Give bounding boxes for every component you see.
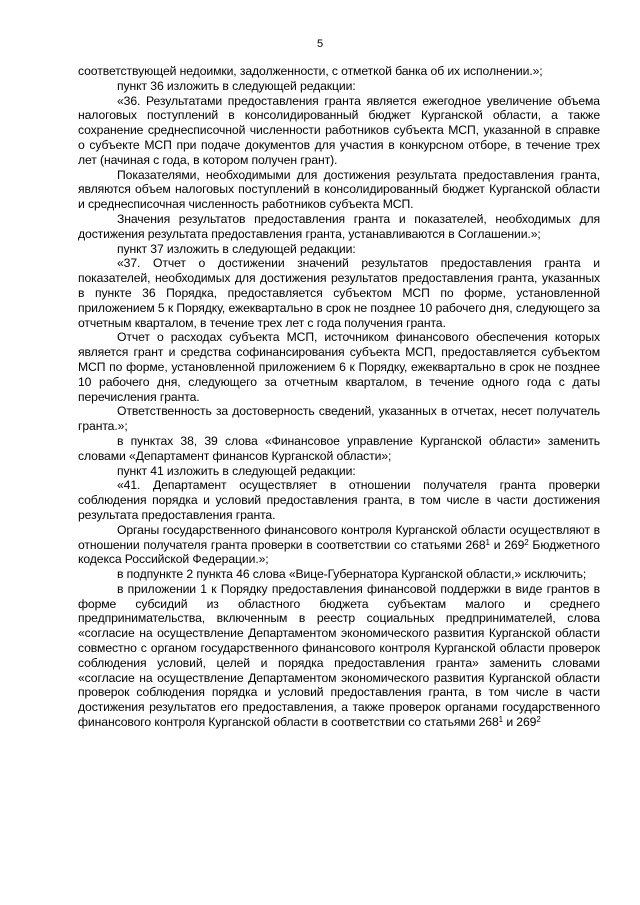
paragraph: пункт 41 изложить в следующей редакции: [117,463,356,478]
paragraph: Ответственность за достоверность сведений, указанных в отчетах, несет получатель гранта.»; [78,404,600,434]
paragraph: Органы государственного финансового контроля Курганской области осуществляют в отношении получателя гранта проверки в соответствии со статьями $268^1$ и $269^2$ Бюджетного кодекса Российской Федерации.»; [78,522,600,567]
paragraph: Отчет о расходах субъекта МСП, источником финансового обеспечения которых является грант и средства софинансирования субъекта МСП, предоставляется субъектом МСП по форме, установленной приложением 6 к Порядку, ежеквартально в срок не позднее 10 рабочего дня, следующего за отчетным кварталом, в течение одного года с даты перечисления гранта. [78,330,600,404]
paragraph: «41. Департамент осуществляет в отношении получателя гранта проверки соблюдения порядка и условий предоставления гранта, в том числе в части достижения результата предоставления гранта. [78,478,600,522]
paragraph: пункт 36 изложить в следующей редакции: [117,78,356,93]
paragraph: Показателями, необходимыми для достижения результата предоставления гранта, являются объем налоговых поступлений в консолидированный бюджет Курганской области и среднесписочная численность работников субъекта МСП. [78,167,600,212]
paragraph: «36. Результатами предоставления гранта является ежегодное увеличение объема налоговых поступлений в консолидированный бюджет Курганской области, а также сохранение среднесписочной численности работников субъекта МСП, указанной в справке о субъекте МСП при подаче документов для участия в конкурсном отборе, в течение трех лет (начиная с года, в котором получен грант). [78,93,600,167]
document-body [78,64,600,730]
paragraph: соответствующей недоимки, задолженности, с отметкой банка об их исполнении.»; [78,64,543,78]
paragraph: в пунктах 38, 39 слова «Финансовое управление Курганской области» заменить словами «Департамент финансов Курганской области»; [78,433,600,463]
page-number: 5 [316,38,324,50]
paragraph: в подпункте 2 пункта 46 слова «Вице-Губернатора Курганской области,» исключить; [117,567,587,582]
paragraph: «37. Отчет о достижении значений результатов предоставления гранта и показателей, необходимых для достижения результатов предоставления гранта, указанных в пункте 36 Порядка, предоставляется субъектом МСП по форме, установленной приложением 5 к Порядку, ежеквартально в срок не позднее 10 рабочего дня, следующего за отчетным кварталом, в течение трех лет с года получения гранта. [78,256,600,330]
paragraph: в приложении 1 к Порядку предоставления финансовой поддержки в виде грантов в форме субсидий из областного бюджета субъектам малого и среднего предпринимательства, включенным в реестр социальных предпринимателей, слова «согласие на осуществление Департаментом экономического развития Курганской области совместно с органом государственного финансового контроля Курганской области проверок соблюдения условий, целей и порядка предоставления гранта» заменить словами «согласие на осуществление Департаментом экономического развития Курганской области проверок соблюдения порядка и условий предоставления гранта, в том числе в части достижения результатов его предоставления, а также проверок органами государственного финансового контроля Курганской области в соответствии со статьями $268^1$ и $269^2$ [78,581,600,730]
paragraph: пункт 37 изложить в следующей редакции: [117,241,356,256]
paragraph: Значения результатов предоставления гранта и показателей, необходимых для достижения результата предоставления гранта, устанавливаются в Соглашении.»; [78,211,600,241]
